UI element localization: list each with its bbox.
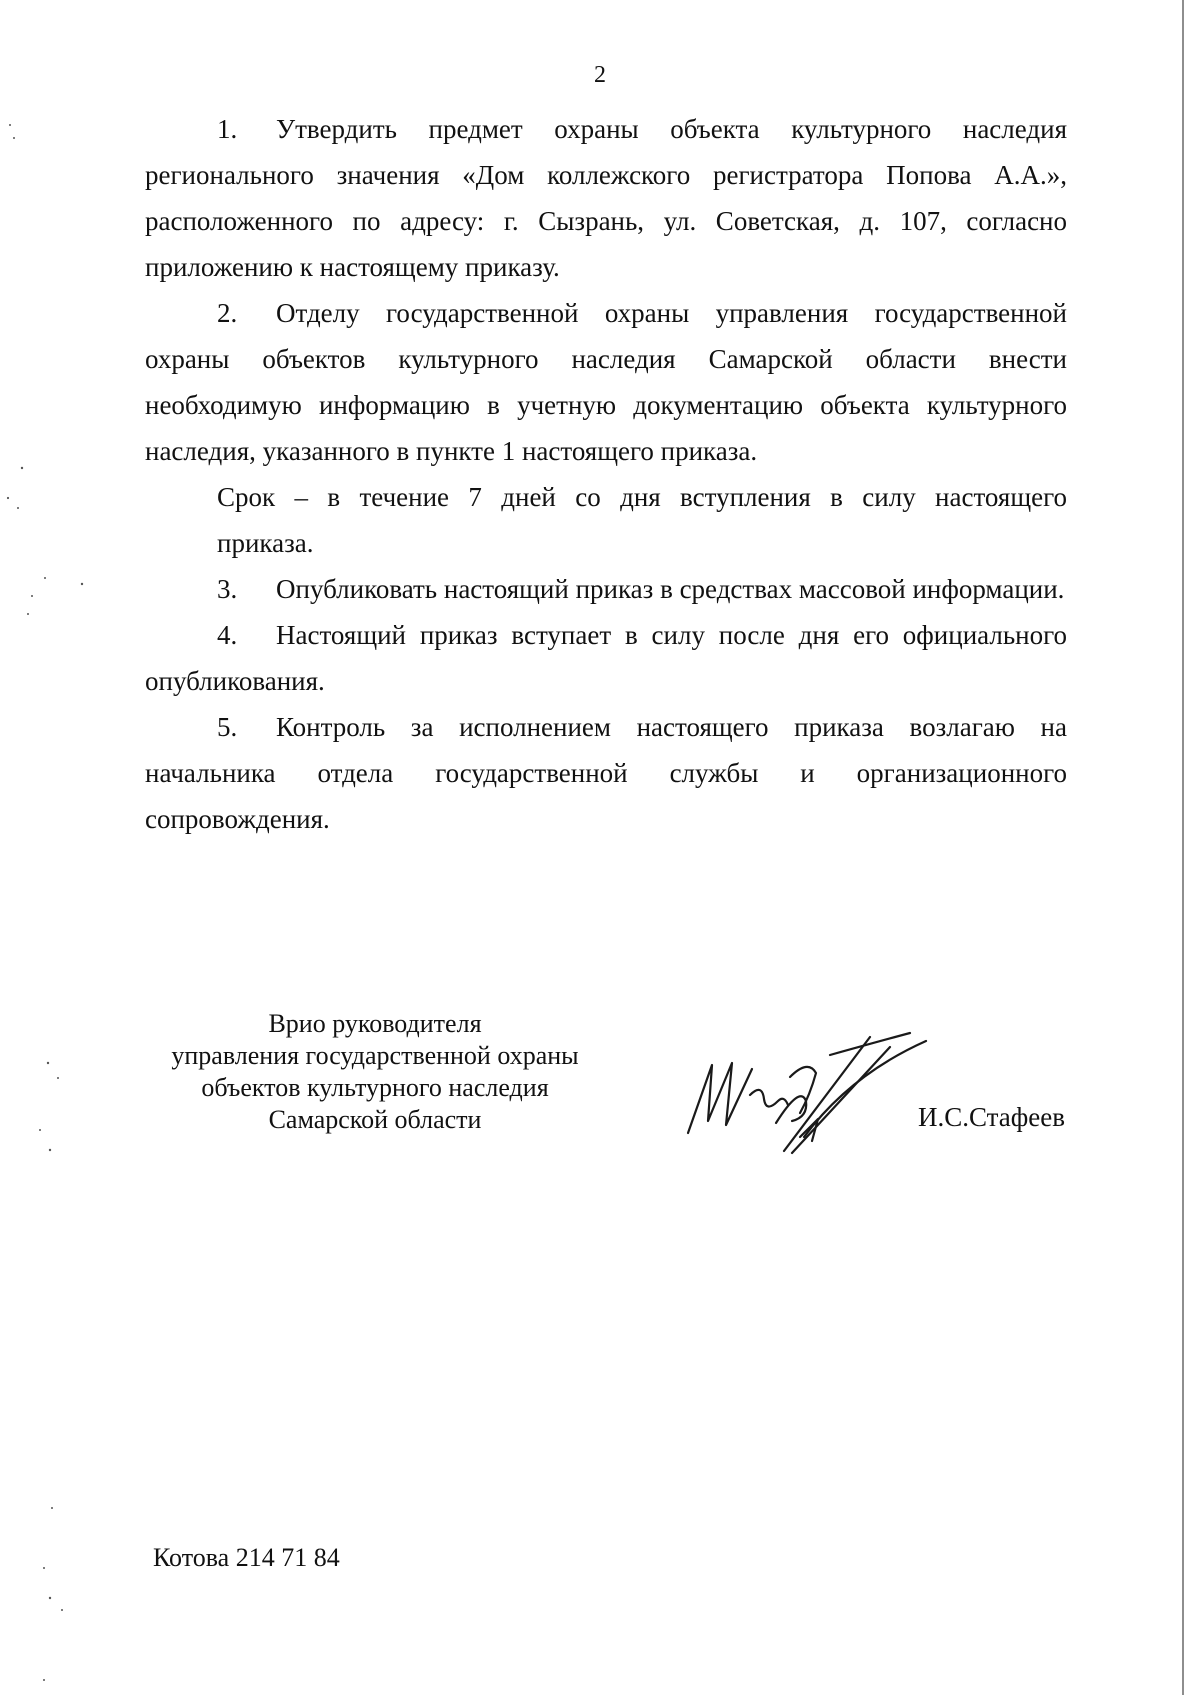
paragraph-number: 3. — [217, 574, 238, 604]
page-number: 2 — [594, 62, 606, 88]
paragraph-number: 2. — [217, 298, 238, 328]
paragraph-5 — [145, 704, 1067, 842]
signatory-title-line-4: Самарской области — [268, 1105, 482, 1134]
deadline-note — [145, 474, 1067, 566]
signatory-title-line-1: Врио руководителя — [268, 1009, 482, 1038]
signer-name: И.С.Стафеев — [918, 1102, 1065, 1132]
signatory-title — [140, 1008, 610, 1136]
paragraph-text: Утвердить предмет охраны объекта культурного наследия регионального значения «Дом коллежского регистратора Попова А.А.», расположенного по адресу: г. Сызрань, ул. Советская, д. 107, согласно приложению к настоящему приказу. — [145, 114, 1067, 282]
deadline-line-1: Срок – в течение 7 дней со дня вступления в силу настоящего — [217, 482, 1067, 512]
signatory-title-line-2: управления государственной охраны — [171, 1041, 579, 1070]
paragraph-2 — [145, 290, 1067, 474]
paragraph-text: Отделу государственной охраны управления государственной охраны объектов культурного наследия Самарской области внести необходимую информацию в учетную документацию объекта культурного наследия, указанного в пункте 1 настоящего приказа. — [145, 298, 1067, 466]
paragraph-3 — [145, 566, 1067, 612]
paragraph-text: Контроль за исполнением настоящего приказа возлагаю на начальника отдела государственной службы и организационного сопровождения. — [145, 712, 1067, 834]
paragraph-number: 4. — [217, 620, 238, 650]
signatory-title-line-3: объектов культурного наследия — [201, 1073, 549, 1102]
scan-specks — [0, 0, 140, 1695]
handwritten-signature — [680, 1025, 930, 1155]
scan-edge-line — [1182, 0, 1184, 1695]
paragraph-number: 1. — [217, 114, 238, 144]
executor-contact: Котова 214 71 84 — [153, 1543, 340, 1572]
document-body — [145, 106, 1067, 842]
deadline-line-2: приказа. — [217, 528, 314, 558]
paragraph-1 — [145, 106, 1067, 290]
paragraph-4 — [145, 612, 1067, 704]
paragraph-text: Настоящий приказ вступает в силу после дня его официального опубликования. — [145, 620, 1067, 696]
paragraph-text: Опубликовать настоящий приказ в средствах массовой информации. — [276, 574, 1065, 604]
paragraph-number: 5. — [217, 712, 238, 742]
